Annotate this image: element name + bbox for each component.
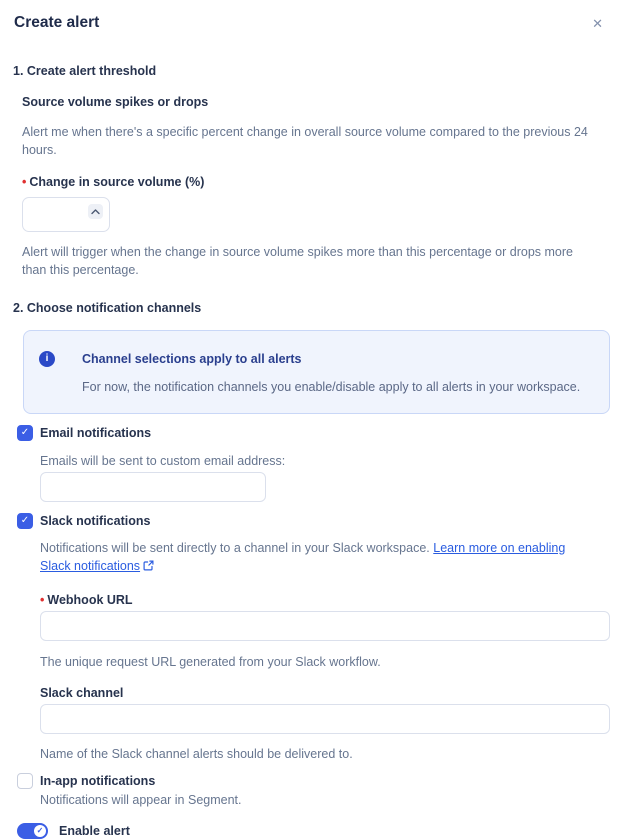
enable-alert-label: Enable alert [59, 824, 130, 838]
required-marker: • [22, 175, 27, 189]
inapp-notifications-block [17, 772, 608, 809]
alert-type-description: Alert me when there's a specific percent change in overall source volume compared to the previous 24 hours. [22, 125, 588, 157]
required-marker: • [40, 593, 45, 607]
slack-details [40, 539, 608, 763]
threshold-section [22, 93, 607, 279]
chevron-up-icon [91, 209, 100, 215]
section-heading-threshold: 1. Create alert threshold [13, 64, 157, 78]
email-helper-text: Emails will be sent to custom email address: [40, 454, 286, 468]
external-link-icon [143, 558, 154, 576]
info-banner [23, 330, 610, 414]
info-banner-text [82, 350, 580, 396]
change-volume-label [22, 173, 607, 191]
slack-channel-label: Slack channel [40, 686, 124, 700]
enable-alert-row [17, 822, 627, 840]
slack-checkbox-label: Slack notifications [40, 514, 151, 528]
slack-description-text: Notifications will be sent directly to a channel in your Slack workspace. [40, 541, 434, 555]
slack-notifications-checkbox-row[interactable] [17, 512, 608, 530]
inapp-notifications-checkbox-row[interactable] [17, 772, 608, 790]
trigger-helper-text: Alert will trigger when the change in source volume spikes more than this percentage or drops more than this percentage. [22, 245, 573, 277]
check-icon: ✓ [20, 515, 30, 526]
email-checkbox[interactable] [17, 425, 33, 441]
modal-title: Create alert [14, 14, 100, 31]
email-details [40, 452, 608, 502]
email-checkbox-label: Email notifications [40, 426, 152, 440]
info-banner-title: Channel selections apply to all alerts [82, 352, 302, 366]
enable-alert-toggle[interactable] [17, 823, 48, 839]
info-icon: i [39, 351, 55, 367]
slack-channel-input[interactable] [40, 704, 610, 734]
email-notifications-checkbox-row[interactable] [17, 424, 608, 442]
check-icon: ✓ [20, 427, 30, 438]
webhook-url-input[interactable] [40, 611, 610, 641]
close-icon[interactable]: ✕ [592, 16, 603, 31]
slack-checkbox[interactable] [17, 513, 33, 529]
inapp-helper-text: Notifications will appear in Segment. [40, 793, 242, 807]
slack-channel-helper-text: Name of the Slack channel alerts should be delivered to. [40, 747, 353, 761]
email-address-input[interactable] [40, 472, 266, 502]
webhook-url-label-text: Webhook URL [47, 593, 133, 607]
modal-header [0, 0, 627, 33]
change-volume-input-wrap [22, 197, 110, 232]
webhook-url-label [40, 591, 608, 609]
change-volume-label-text: Change in source volume (%) [29, 175, 205, 189]
inapp-checkbox[interactable] [17, 773, 33, 789]
number-stepper[interactable] [88, 204, 103, 219]
info-banner-body: For now, the notification channels you enable/disable apply to all alerts in your workspace. [82, 380, 581, 394]
toggle-check-icon: ✓ [34, 825, 46, 837]
slack-description [40, 539, 588, 576]
slack-notifications-block [17, 512, 608, 763]
email-notifications-block [17, 424, 608, 502]
webhook-helper-text: The unique request URL generated from your Slack workflow. [40, 655, 381, 669]
inapp-checkbox-label: In-app notifications [40, 774, 156, 788]
alert-type-title: Source volume spikes or drops [22, 95, 209, 109]
section-heading-channels: 2. Choose notification channels [13, 301, 202, 315]
slack-learn-more-link[interactable]: Learn more on enabling Slack notifications [40, 541, 566, 573]
